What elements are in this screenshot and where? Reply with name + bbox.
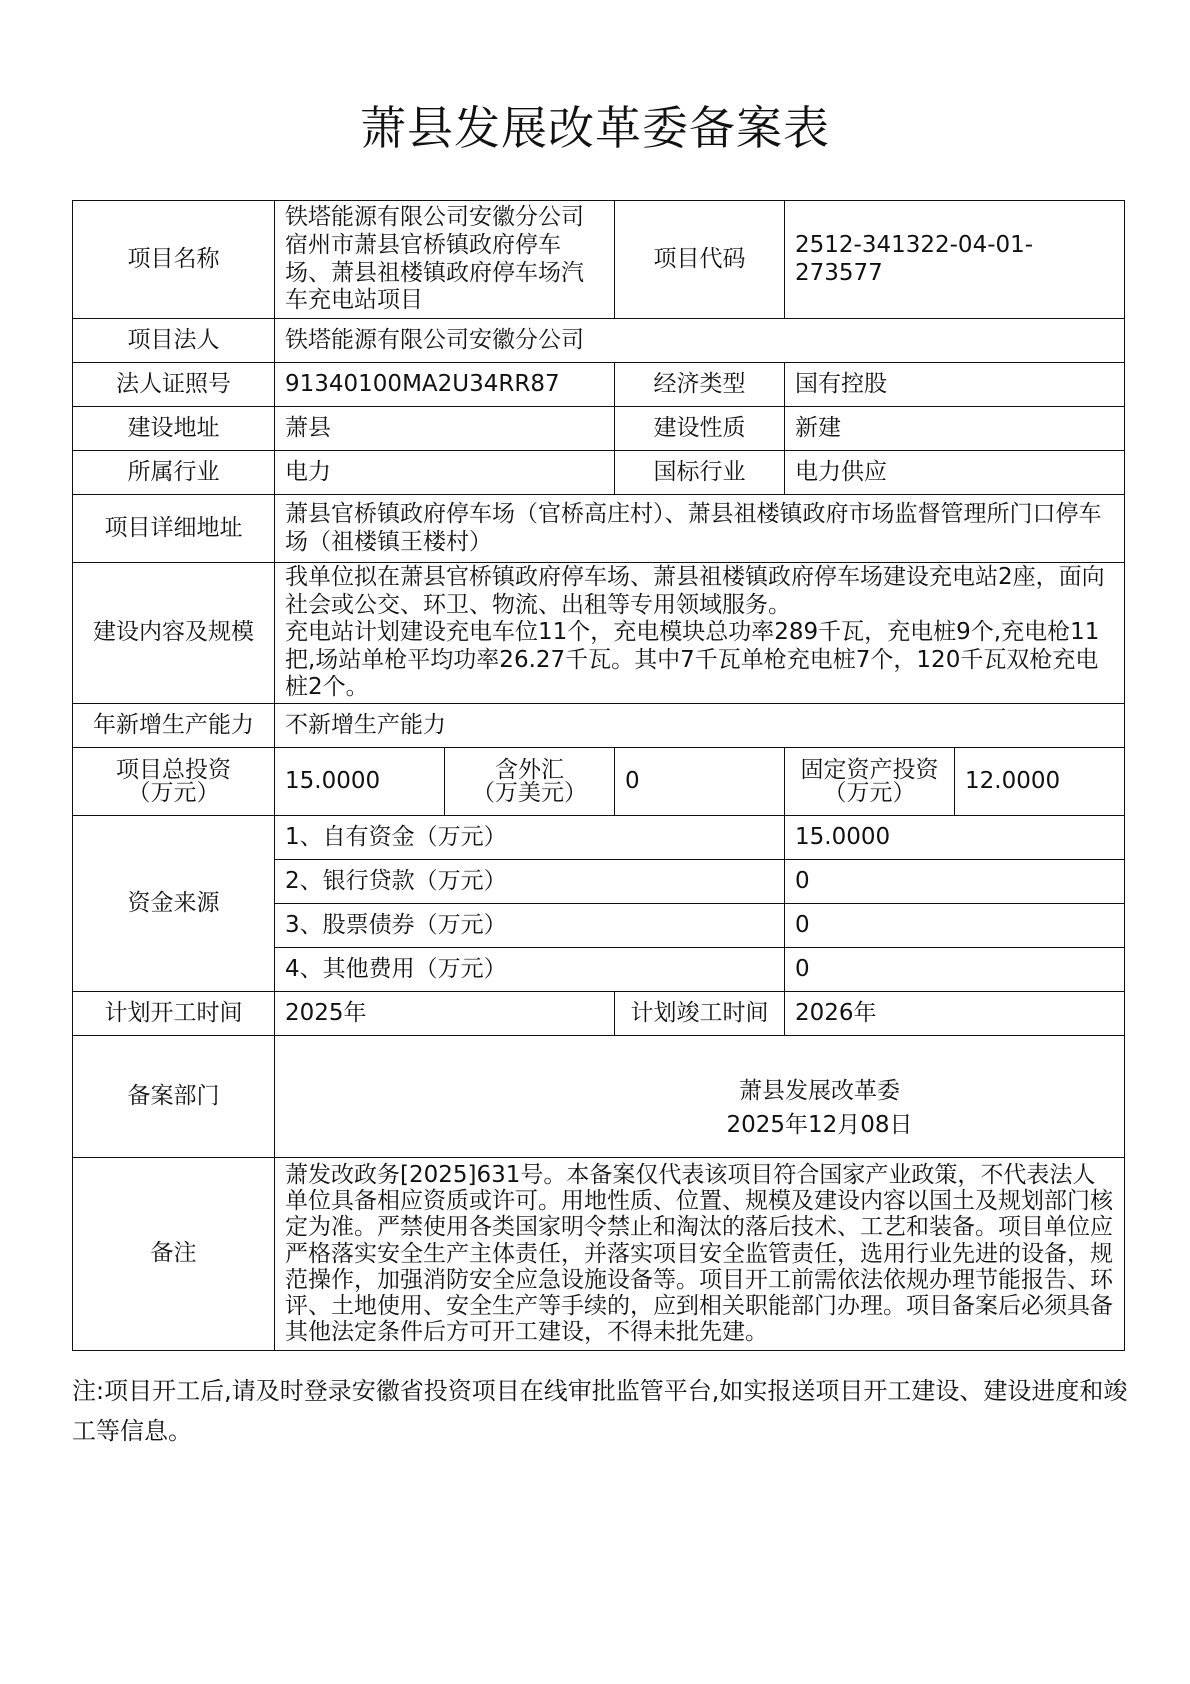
legal-person-label: 项目法人 xyxy=(73,319,275,363)
project-name-label: 项目名称 xyxy=(73,201,275,319)
foreign-exchange-label-line1: 含外汇 xyxy=(495,756,564,783)
row-project-name xyxy=(73,201,1125,319)
funding-item-value: 0 xyxy=(785,860,1125,904)
build-nature-label: 建设性质 xyxy=(615,407,785,451)
economy-type-label: 经济类型 xyxy=(615,363,785,407)
department-value xyxy=(275,1036,1125,1158)
row-department xyxy=(73,1036,1125,1158)
funding-item-label: 2、银行贷款（万元） xyxy=(275,860,785,904)
capacity-value: 不新增生产能力 xyxy=(275,704,1125,748)
row-schedule xyxy=(73,992,1125,1036)
capacity-label: 年新增生产能力 xyxy=(73,704,275,748)
start-time-label: 计划开工时间 xyxy=(73,992,275,1036)
department-date: 2025年12月08日 xyxy=(726,1111,913,1138)
total-investment-label-line2: （万元） xyxy=(127,779,220,806)
national-industry-label: 国标行业 xyxy=(615,451,785,495)
funding-item-label: 1、自有资金（万元） xyxy=(275,816,785,860)
legal-person-value: 铁塔能源有限公司安徽分公司 xyxy=(275,319,1125,363)
department-label: 备案部门 xyxy=(73,1036,275,1158)
row-industry xyxy=(73,451,1125,495)
national-industry-value: 电力供应 xyxy=(785,451,1125,495)
end-time-value: 2026年 xyxy=(785,992,1125,1036)
detail-address-label: 项目详细地址 xyxy=(73,495,275,563)
foreign-exchange-value: 0 xyxy=(615,748,785,816)
license-value: 91340100MA2U34RR87 xyxy=(275,363,615,407)
row-scope xyxy=(73,563,1125,704)
foreign-exchange-label-line2: （万美元） xyxy=(472,779,587,806)
total-investment-label-line1: 项目总投资 xyxy=(116,756,231,783)
remarks-value: 萧发改政务[2025]631号。本备案仅代表该项目符合国家产业政策，不代表法人单位具备相应资质或许可。用地性质、位置、规模及建设内容以国土及规划部门核定为准。严禁使用各类国家明令禁止和淘汰的落后技术、工艺和装备。项目单位应严格落实安全生产主体责任，并落实项目安全监管责任，选用行业先进的设备，规范操作，加强消防安全应急设施设备等。项目开工前需依法依规办理节能报告、环评、土地使用、安全生产等手续的，应到相关职能部门办理。项目备案后必须具备其他法定条件后方可开工建设，不得未批先建。 xyxy=(275,1158,1125,1351)
row-funding-1 xyxy=(73,816,1125,860)
row-capacity xyxy=(73,704,1125,748)
economy-type-value: 国有控股 xyxy=(785,363,1125,407)
foreign-exchange-label xyxy=(445,748,615,816)
industry-label: 所属行业 xyxy=(73,451,275,495)
scope-value xyxy=(275,563,1125,704)
row-site xyxy=(73,407,1125,451)
row-detail-address xyxy=(73,495,1125,563)
fixed-asset-value: 12.0000 xyxy=(955,748,1125,816)
funding-item-label: 4、其他费用（万元） xyxy=(275,948,785,992)
site-label: 建设地址 xyxy=(73,407,275,451)
build-nature-value: 新建 xyxy=(785,407,1125,451)
license-label: 法人证照号 xyxy=(73,363,275,407)
funding-item-value: 15.0000 xyxy=(785,816,1125,860)
row-remarks xyxy=(73,1158,1125,1351)
site-value: 萧县 xyxy=(275,407,615,451)
industry-value: 电力 xyxy=(275,451,615,495)
funding-item-label: 3、股票债券（万元） xyxy=(275,904,785,948)
funding-label: 资金来源 xyxy=(73,816,275,992)
project-code-label: 项目代码 xyxy=(615,201,785,319)
funding-item-value: 0 xyxy=(785,948,1125,992)
fixed-asset-label xyxy=(785,748,955,816)
row-license xyxy=(73,363,1125,407)
page-title: 萧县发展改革委备案表 xyxy=(360,101,830,155)
row-legal-person xyxy=(73,319,1125,363)
start-time-value: 2025年 xyxy=(275,992,615,1036)
end-time-label: 计划竣工时间 xyxy=(615,992,785,1036)
total-investment-value: 15.0000 xyxy=(275,748,445,816)
remarks-label: 备注 xyxy=(73,1158,275,1351)
total-investment-label xyxy=(73,748,275,816)
row-investment xyxy=(73,748,1125,816)
project-name-value: 铁塔能源有限公司安徽分公司宿州市萧县官桥镇政府停车场、萧县祖楼镇政府停车场汽车充电站项目 xyxy=(275,201,615,319)
scope-label: 建设内容及规模 xyxy=(73,563,275,704)
department-name: 萧县发展改革委 xyxy=(739,1078,900,1105)
scope-line-1: 我单位拟在萧县官桥镇政府停车场、萧县祖楼镇政府停车场建设充电站2座，面向社会或公交、环卫、物流、出租等专用领域服务。 xyxy=(285,564,1105,618)
filing-form-table xyxy=(72,200,1125,1351)
project-code-value: 2512-341322-04-01-273577 xyxy=(785,201,1125,319)
footer-note: 注:项目开工后,请及时登录安徽省投资项目在线审批监管平台,如实报送项目开工建设、建设进度和竣工等信息。 xyxy=(72,1377,1128,1445)
detail-address-value: 萧县官桥镇政府停车场（官桥高庄村）、萧县祖楼镇政府市场监督管理所门口停车场（祖楼镇王楼村） xyxy=(275,495,1125,563)
fixed-asset-label-line1: 固定资产投资 xyxy=(800,756,939,783)
scope-line-2: 充电站计划建设充电车位11个，充电模块总功率289千瓦，充电桩9个,充电枪11把,场站单枪平均功率26.27千瓦。其中7千瓦单枪充电桩7个，120千瓦双枪充电桩2个。 xyxy=(285,619,1100,701)
fixed-asset-label-line2: （万元） xyxy=(823,779,916,806)
funding-item-value: 0 xyxy=(785,904,1125,948)
